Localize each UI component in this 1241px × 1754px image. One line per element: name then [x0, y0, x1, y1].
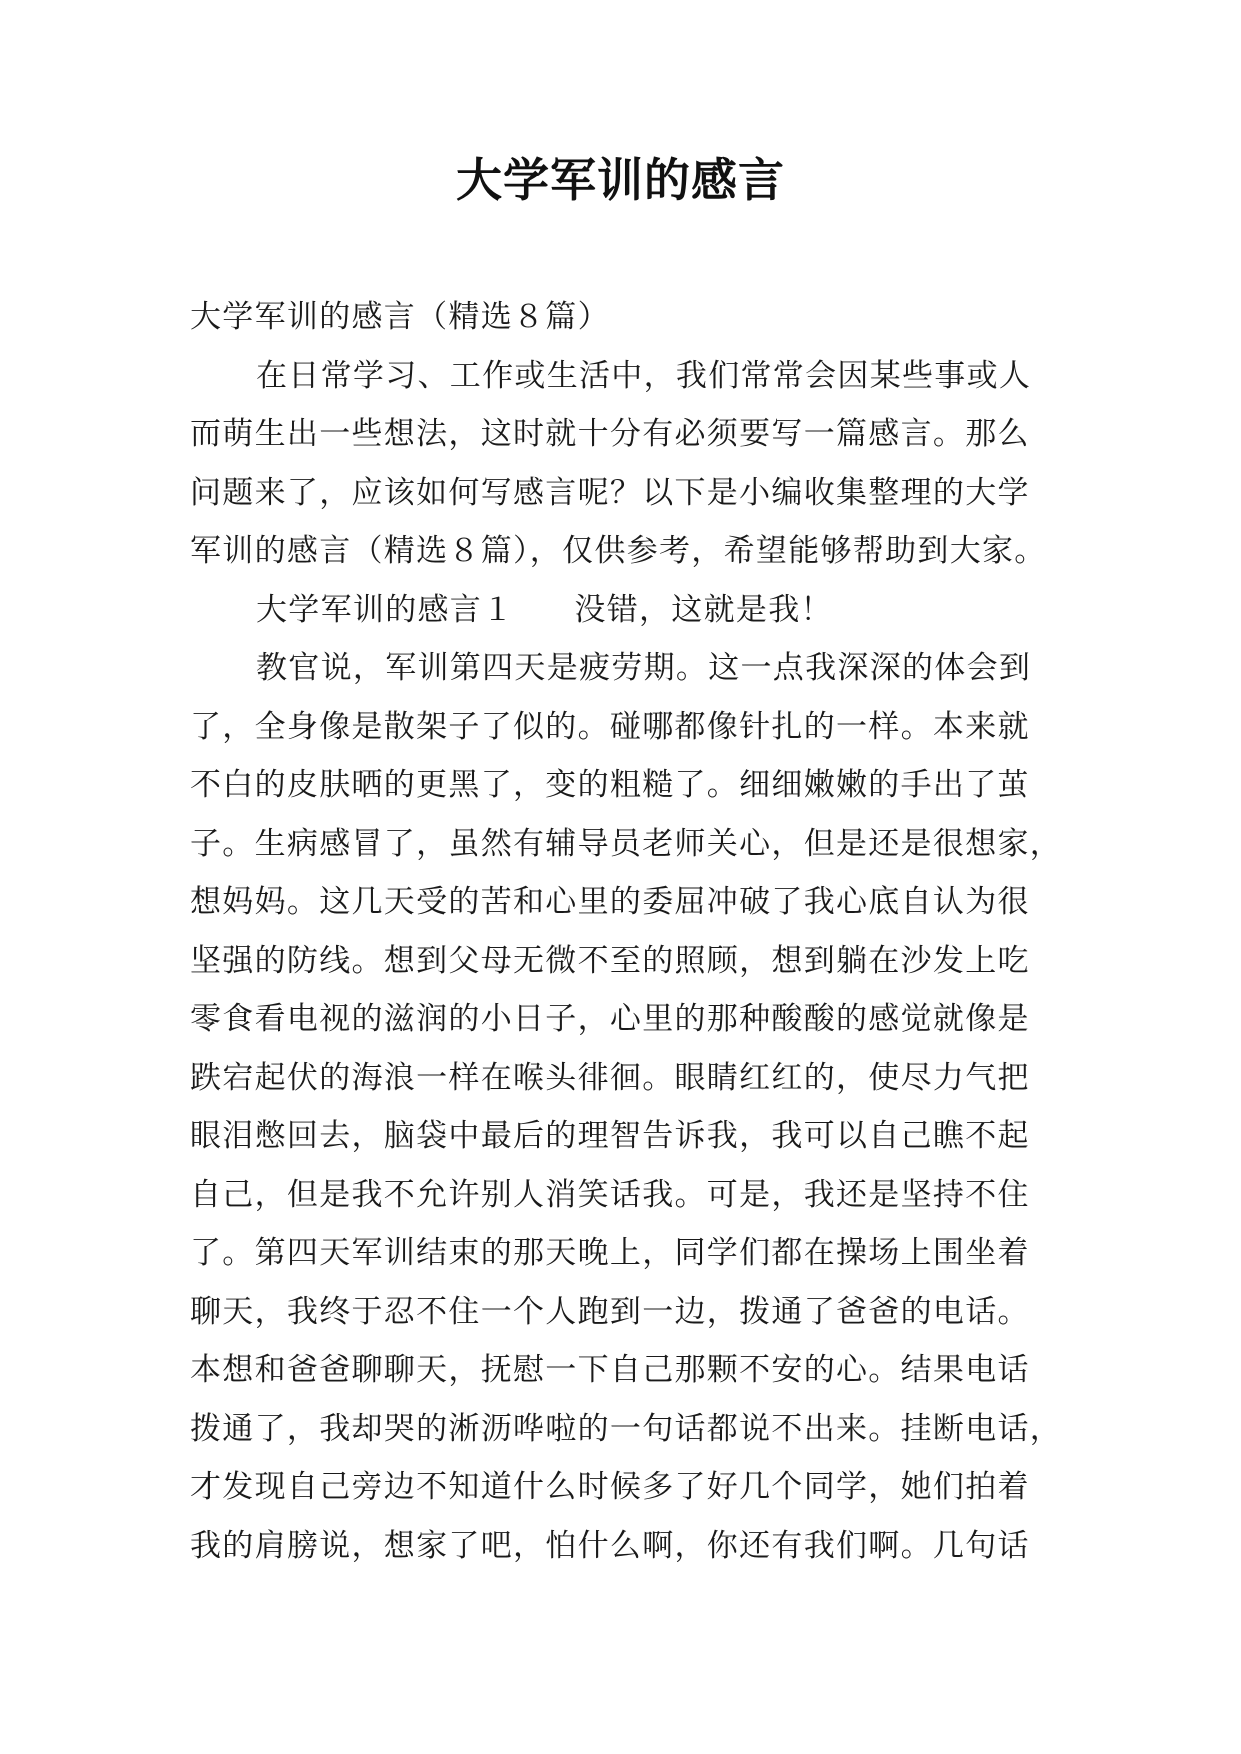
- paragraph-line: 而萌生出一些想法，这时就十分有必须要写一篇感言。那么: [190, 416, 1030, 452]
- paragraph-line: 问题来了，应该如何写感言呢？以下是小编收集整理的大学: [190, 474, 1030, 511]
- document-body: [190, 288, 1080, 1575]
- paragraph-line: 零食看电视的滋润的小日子，心里的那种酸酸的感觉就像是: [190, 1001, 1030, 1037]
- paragraph-line: 拨通了，我却哭的淅沥哗啦的一句话都说不出来。挂断电话，: [190, 1410, 1063, 1447]
- paragraph-line: 我的肩膀说，想家了吧，怕什么啊，你还有我们啊。几句话: [190, 1527, 1030, 1564]
- paragraph-line: 聊天，我终于忍不住一个人跑到一边，拨通了爸爸的电话。: [190, 1293, 1030, 1330]
- section-heading: [190, 581, 1080, 640]
- document-title: 大学军训的感言: [456, 153, 785, 207]
- paragraph-line: 本想和爸爸聊聊天，抚慰一下自己那颗不安的心。结果电话: [190, 1352, 1030, 1388]
- paragraph-line: 跌宕起伏的海浪一样在喉头徘徊。眼睛红红的，使尽力气把: [190, 1059, 1030, 1096]
- paragraph-line: 自己，但是我不允许别人消笑话我。可是，我还是坚持不住: [190, 1176, 1030, 1213]
- paragraph-line: 子。生病感冒了，虽然有辅导员老师关心，但是还是很想家，: [190, 825, 1063, 862]
- paragraph-line: 坚强的防线。想到父母无微不至的照顾，想到躺在沙发上吃: [190, 942, 1030, 979]
- paragraph-line: 才发现自己旁边不知道什么时候多了好几个同学，她们拍着: [190, 1469, 1030, 1505]
- section-heading-label: 大学军训的感言１: [256, 591, 515, 628]
- paragraph-line: 教官说，军训第四天是疲劳期。这一点我深深的体会到: [256, 650, 1032, 686]
- paragraph-line: 了。第四天军训结束的那天晚上，同学们都在操场上围坐着: [190, 1235, 1030, 1271]
- subtitle-line: 大学军训的感言（精选８篇）: [190, 299, 610, 335]
- paragraph-line: 在日常学习、工作或生活中，我们常常会因某些事或人: [256, 357, 1032, 394]
- paragraph-line: 想妈妈。这几天受的苦和心里的委屈冲破了我心底自认为很: [190, 884, 1030, 920]
- section-heading-subtitle: 没错，这就是我！: [574, 591, 833, 628]
- paragraph-line: 不白的皮肤晒的更黑了，变的粗糙了。细细嫩嫩的手出了茧: [190, 767, 1030, 803]
- paragraph-line: 了，全身像是散架子了似的。碰哪都像针扎的一样。本来就: [190, 708, 1030, 745]
- paragraph-line: 军训的感言（精选８篇），仅供参考，希望能够帮助到大家。: [190, 533, 1047, 569]
- paragraph-line: 眼泪憋回去，脑袋中最后的理智告诉我，我可以自己瞧不起: [190, 1118, 1030, 1154]
